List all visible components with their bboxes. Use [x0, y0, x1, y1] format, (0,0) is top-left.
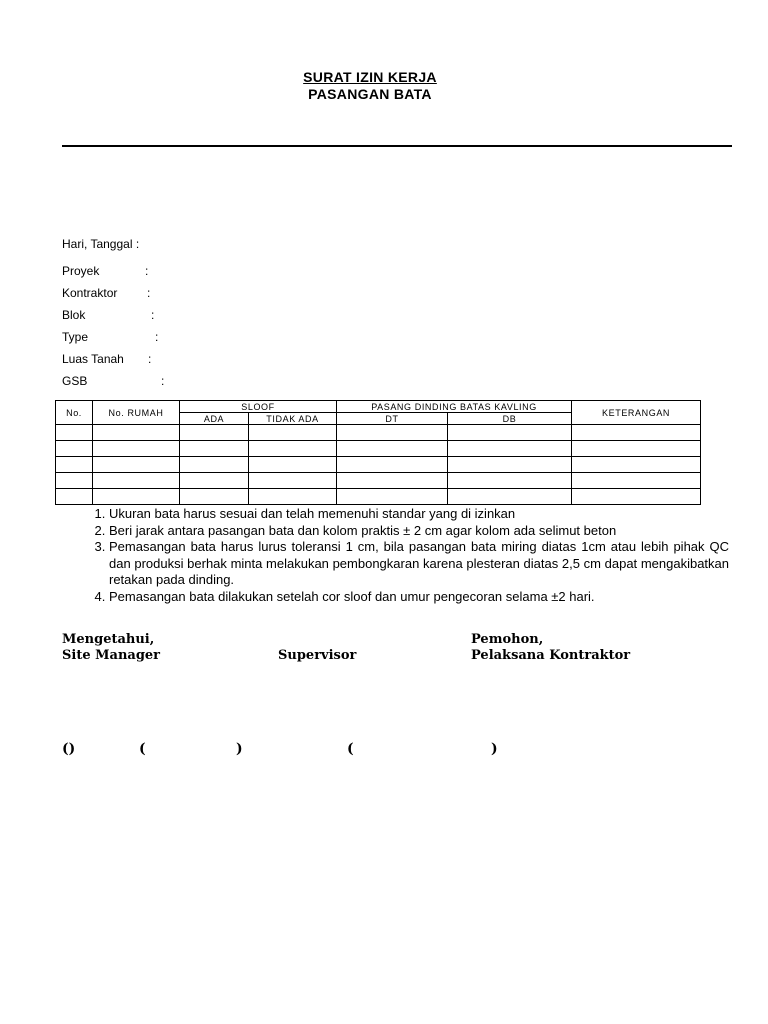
table-cell[interactable]: [572, 473, 701, 489]
table-cell[interactable]: [93, 441, 180, 457]
header-keterangan: KETERANGAN: [572, 401, 701, 425]
table-cell[interactable]: [448, 473, 572, 489]
field-label: GSB: [62, 374, 88, 388]
document-title: SURAT IZIN KERJA: [303, 69, 437, 85]
note-item: 3. Pemasangan bata harus lurus toleransi 1 cm, bila pasangan bata miring diatas 1cm atau lebih pihak QC dan produksi berhak minta melakukan pembongkaran karena plesteran diatas 2,5 cm dapat mengakibatkan retakan pada dinding.: [109, 539, 729, 589]
table-header-row: [56, 401, 701, 413]
header-dt: DT: [337, 413, 448, 425]
field-colon: :: [148, 352, 152, 366]
document-subtitle: PASANGAN BATA: [308, 86, 432, 102]
field-proyek: [62, 264, 149, 278]
pemohon-label: Pemohon,: [471, 632, 544, 647]
table-row: [56, 441, 701, 457]
header-no-rumah: No. RUMAH: [93, 401, 180, 425]
work-permit-table: [55, 400, 701, 505]
header-divider: [62, 145, 732, 147]
table-cell[interactable]: [180, 457, 249, 473]
table-row: [56, 425, 701, 441]
field-label: Type: [62, 330, 89, 344]
signature-pemohon-open-paren: (: [347, 741, 354, 757]
table-row: [56, 473, 701, 489]
table-cell[interactable]: [249, 425, 337, 441]
table-cell[interactable]: [180, 489, 249, 505]
signature-site-manager-parens: (): [62, 741, 76, 757]
table-cell[interactable]: [337, 425, 448, 441]
pelaksana-kontraktor-label: Pelaksana Kontraktor: [471, 648, 631, 663]
table-cell[interactable]: [337, 457, 448, 473]
table-cell[interactable]: [56, 473, 93, 489]
field-label: Proyek: [62, 264, 100, 278]
table-row: [56, 457, 701, 473]
header-ada: ADA: [180, 413, 249, 425]
field-colon: :: [151, 308, 155, 322]
table-cell[interactable]: [180, 441, 249, 457]
header-pasang-dinding: PASANG DINDING BATAS KAVLING: [337, 401, 572, 413]
table-cell[interactable]: [56, 425, 93, 441]
table-cell[interactable]: [572, 489, 701, 505]
table-cell[interactable]: [180, 425, 249, 441]
table-cell[interactable]: [448, 457, 572, 473]
mengetahui-label: Mengetahui,: [62, 632, 155, 647]
field-gsb: [62, 374, 165, 388]
table-cell[interactable]: [180, 473, 249, 489]
field-label: Hari, Tanggal :: [62, 237, 140, 251]
field-colon: :: [155, 330, 159, 344]
site-manager-label: Site Manager: [62, 648, 161, 663]
table-cell[interactable]: [448, 489, 572, 505]
table-cell[interactable]: [337, 441, 448, 457]
table-cell[interactable]: [572, 457, 701, 473]
header-db: DB: [448, 413, 572, 425]
table-cell[interactable]: [572, 441, 701, 457]
note-item: 1. Ukuran bata harus sesuai dan telah memenuhi standar yang di izinkan: [109, 506, 729, 523]
field-type: [62, 330, 159, 344]
table-cell[interactable]: [337, 489, 448, 505]
table-cell[interactable]: [249, 441, 337, 457]
table-cell[interactable]: [56, 457, 93, 473]
note-item: 4. Pemasangan bata dilakukan setelah cor sloof dan umur pengecoran selama ±2 hari.: [109, 589, 729, 606]
signature-supervisor-open-paren: (: [139, 741, 146, 757]
table-cell[interactable]: [249, 473, 337, 489]
field-kontraktor: [62, 286, 151, 300]
field-label: Blok: [62, 308, 86, 322]
field-hari-tanggal: [62, 237, 139, 251]
table-cell[interactable]: [93, 489, 180, 505]
supervisor-label: Supervisor: [278, 648, 357, 663]
field-colon: :: [161, 374, 165, 388]
signature-supervisor-close-paren: ): [236, 741, 243, 757]
table-row: [56, 489, 701, 505]
field-label: Kontraktor: [62, 286, 118, 300]
table-cell[interactable]: [56, 441, 93, 457]
table-cell[interactable]: [249, 489, 337, 505]
table-cell[interactable]: [93, 425, 180, 441]
field-label: Luas Tanah: [62, 352, 124, 366]
table-cell[interactable]: [93, 473, 180, 489]
table-cell[interactable]: [93, 457, 180, 473]
signature-pemohon-close-paren: ): [491, 741, 498, 757]
header-sloof: SLOOF: [180, 401, 337, 413]
header-no: No.: [56, 401, 93, 425]
field-luas-tanah: [62, 352, 152, 366]
note-item: 2. Beri jarak antara pasangan bata dan kolom praktis ± 2 cm agar kolom ada selimut beton: [109, 523, 729, 540]
field-colon: :: [147, 286, 151, 300]
table-cell[interactable]: [56, 489, 93, 505]
table-cell[interactable]: [572, 425, 701, 441]
field-colon: :: [145, 264, 149, 278]
table-cell[interactable]: [337, 473, 448, 489]
header-tidak-ada: TIDAK ADA: [249, 413, 337, 425]
field-blok: [62, 308, 155, 322]
table-cell[interactable]: [448, 425, 572, 441]
table-cell[interactable]: [249, 457, 337, 473]
notes-list: [87, 506, 729, 605]
table-cell[interactable]: [448, 441, 572, 457]
